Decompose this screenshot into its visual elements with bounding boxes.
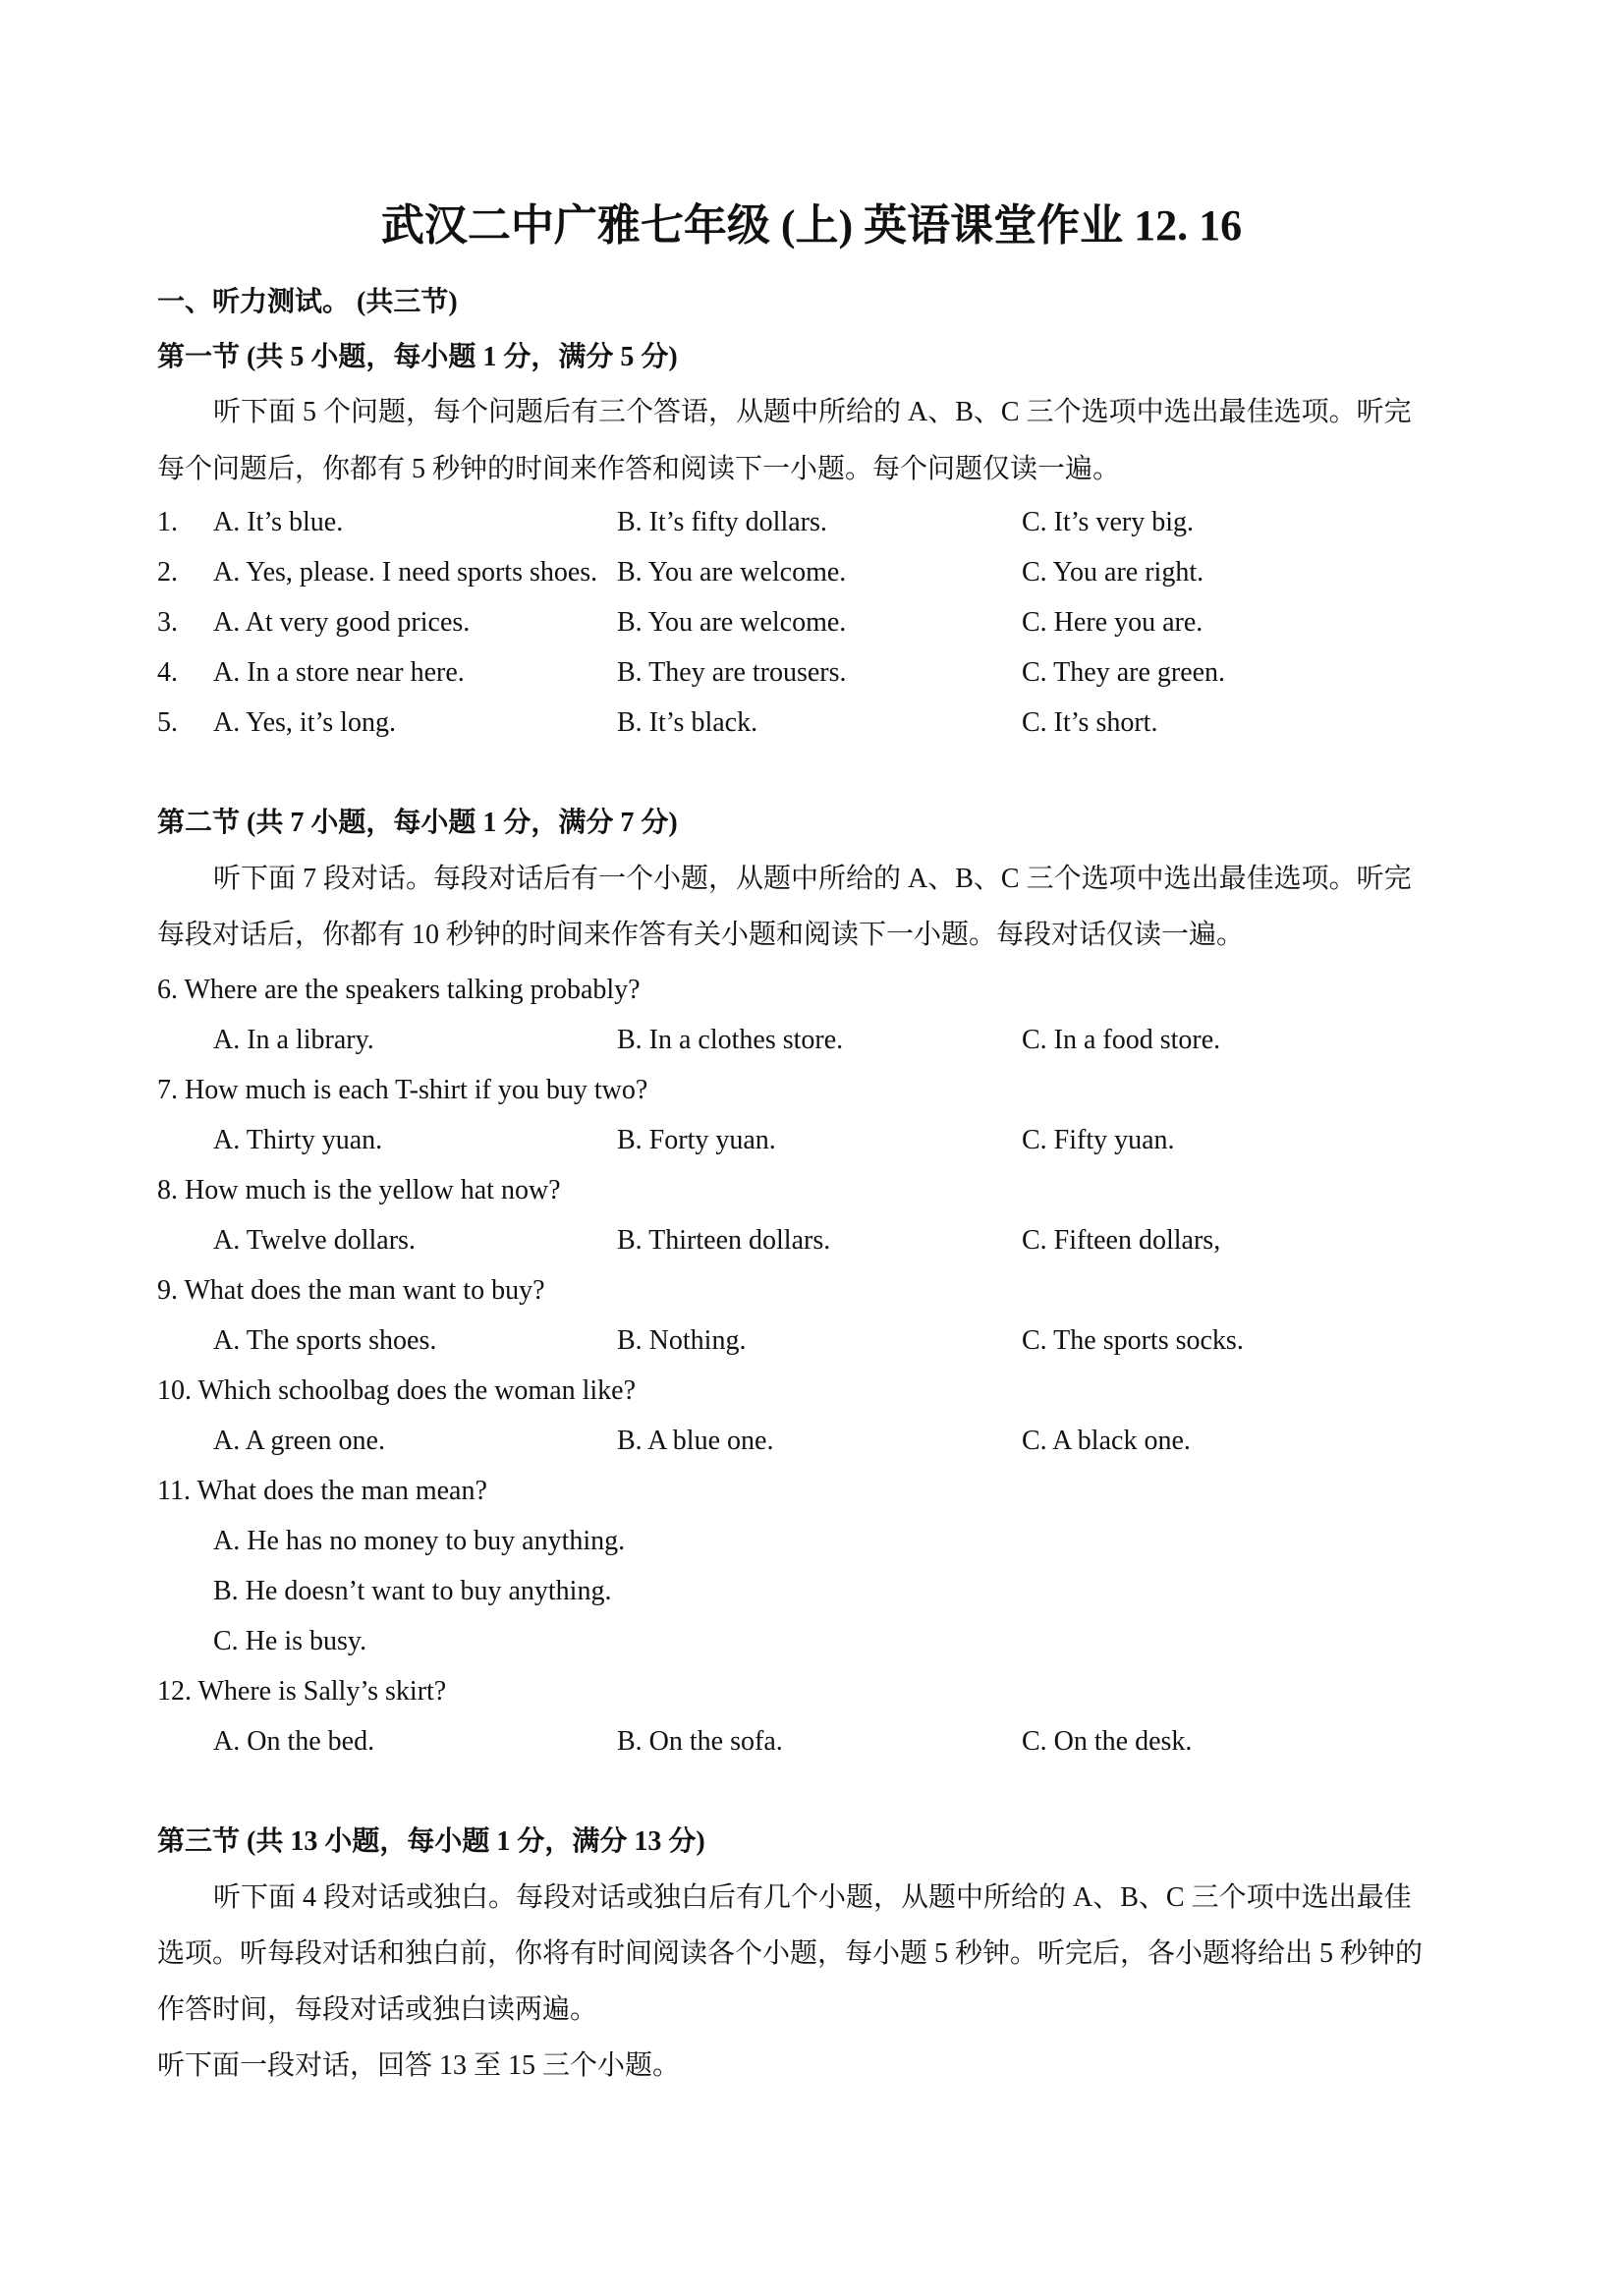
option-a: A. Yes, it’s long.	[213, 707, 396, 738]
option-b: B. He doesn’t want to buy anything.	[213, 1576, 612, 1606]
option-b: B. A blue one.	[617, 1426, 774, 1456]
option-c: C. Fifty yuan.	[1022, 1125, 1175, 1155]
option-a: A. A green one.	[213, 1426, 385, 1456]
option-b: B. Nothing.	[617, 1325, 747, 1356]
sec3-instruction-line3: 作答时间，每段对话或独白读两遍。	[157, 1994, 598, 2025]
option-a: A. In a store near here.	[213, 657, 465, 688]
option-a: A. In a library.	[213, 1025, 374, 1055]
option-b: B. In a clothes store.	[617, 1025, 844, 1055]
sec3-instruction-line2: 选项。听每段对话和独白前，你将有时间阅读各个小题，每小题 5 秒钟。听完后，各小题将给出 5 秒钟的	[157, 1938, 1424, 1969]
option-b: B. You are welcome.	[617, 557, 847, 588]
option-c: C. Fifteen dollars,	[1022, 1225, 1221, 1256]
option-c: C. Here you are.	[1022, 607, 1203, 638]
page-title: 武汉二中广雅七年级 (上) 英语课堂作业 12. 16	[380, 201, 1243, 250]
option-a: A. The sports shoes.	[213, 1325, 437, 1356]
question-11: 11. What does the man mean?	[157, 1476, 487, 1506]
option-c: C. It’s short.	[1022, 707, 1158, 738]
option-c: C. He is busy.	[213, 1626, 367, 1656]
option-b: B. It’s black.	[617, 707, 758, 738]
question-10: 10. Which schoolbag does the woman like?	[157, 1375, 637, 1406]
sec1-instruction-line1: 听下面 5 个问题，每个问题后有三个答语，从题中所给的 A、B、C 三个选项中选出最佳选项。听完	[213, 397, 1412, 427]
option-c: C. It’s very big.	[1022, 507, 1194, 537]
question-8: 8. How much is the yellow hat now?	[157, 1175, 561, 1205]
option-b: B. You are welcome.	[617, 607, 847, 638]
option-a: A. He has no money to buy anything.	[213, 1526, 626, 1556]
sec3-lead: 听下面一段对话，回答 13 至 15 三个小题。	[157, 2050, 681, 2081]
option-c: C. They are green.	[1022, 657, 1226, 688]
option-a: A. Thirty yuan.	[213, 1125, 383, 1155]
sec2-instruction-line1: 听下面 7 段对话。每段对话后有一个小题，从题中所给的 A、B、C 三个选项中选出最佳选项。听完	[213, 864, 1412, 894]
sec3-heading: 第三节 (共 13 小题，每小题 1 分，满分 13 分)	[157, 1826, 705, 1857]
item-number: 5.	[157, 707, 178, 738]
option-a: A. Yes, please. I need sports shoes.	[213, 557, 598, 588]
question-6: 6. Where are the speakers talking probably?	[157, 975, 641, 1005]
sec3-instruction-line1: 听下面 4 段对话或独白。每段对话或独白后有几个小题，从题中所给的 A、B、C 三个项中选出最佳	[213, 1882, 1412, 1913]
item-number: 4.	[157, 657, 178, 688]
option-b: B. Forty yuan.	[617, 1125, 776, 1155]
question-12: 12. Where is Sally’s skirt?	[157, 1676, 447, 1707]
option-b: B. Thirteen dollars.	[617, 1225, 831, 1256]
sec2-heading: 第二节 (共 7 小题，每小题 1 分，满分 7 分)	[157, 808, 678, 838]
question-7: 7. How much is each T-shirt if you buy two?	[157, 1075, 648, 1105]
option-b: B. On the sofa.	[617, 1726, 783, 1757]
option-b: B. They are trousers.	[617, 657, 847, 688]
sec2-instruction-line2: 每段对话后，你都有 10 秒钟的时间来作答有关小题和阅读下一小题。每段对话仅读一遍。	[157, 920, 1245, 950]
option-c: C. You are right.	[1022, 557, 1204, 588]
option-c: C. The sports socks.	[1022, 1325, 1244, 1356]
sec1-heading: 第一节 (共 5 小题，每小题 1 分，满分 5 分)	[157, 342, 678, 372]
question-9: 9. What does the man want to buy?	[157, 1275, 545, 1306]
sec1-instruction-line2: 每个问题后，你都有 5 秒钟的时间来作答和阅读下一小题。每个问题仅读一遍。	[157, 454, 1121, 484]
option-a: A. On the bed.	[213, 1726, 375, 1757]
option-a: A. It’s blue.	[213, 507, 344, 537]
item-number: 2.	[157, 557, 178, 588]
option-c: C. A black one.	[1022, 1426, 1191, 1456]
item-number: 1.	[157, 507, 178, 537]
option-a: A. Twelve dollars.	[213, 1225, 416, 1256]
option-a: A. At very good prices.	[213, 607, 471, 638]
part1-heading: 一、听力测试。 (共三节)	[157, 287, 458, 317]
option-b: B. It’s fifty dollars.	[617, 507, 827, 537]
option-c: C. On the desk.	[1022, 1726, 1193, 1757]
option-c: C. In a food store.	[1022, 1025, 1221, 1055]
item-number: 3.	[157, 607, 178, 638]
